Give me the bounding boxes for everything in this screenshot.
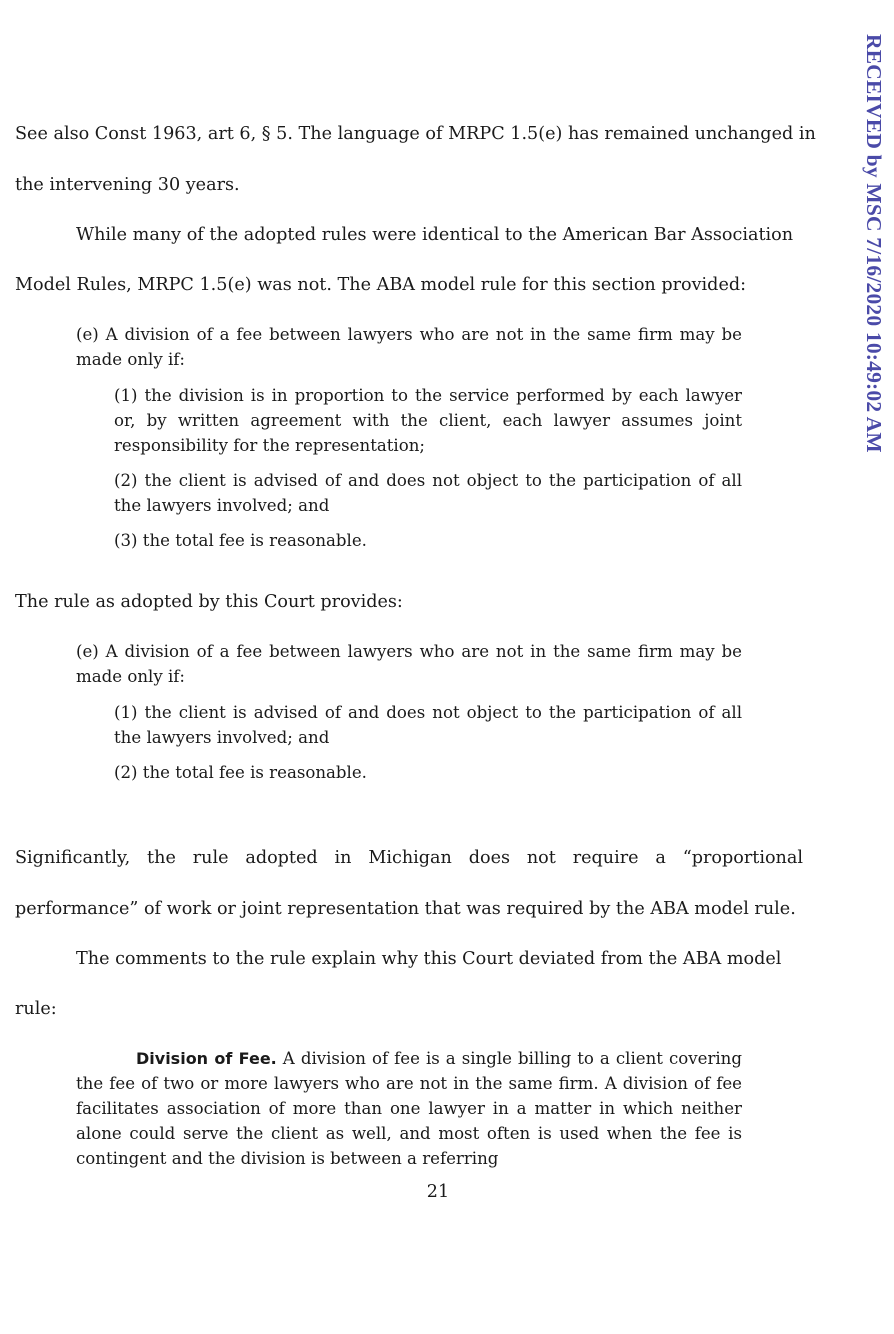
aba-rule-intro: (e) A division of a fee between lawyers who are not in the same firm may be made only if: bbox=[76, 325, 742, 369]
page-number: 21 bbox=[426, 1182, 450, 1202]
aba-rule-item-3: (3) the total fee is reasonable. bbox=[114, 531, 367, 550]
court-rule-item-2: (2) the total fee is reasonable. bbox=[114, 763, 367, 782]
body-line: While many of the adopted rules were identical to the American Bar Association bbox=[76, 225, 794, 245]
aba-rule-item-1: (1) the division is in proportion to the service performed by each lawyer or, by written agreement with the client, each lawyer assumes joint responsibility for the representation; bbox=[114, 386, 742, 455]
body-line: performance” of work or joint representation that was required by the ABA model rule. bbox=[15, 899, 796, 919]
body-line: See also Const 1963, art 6, § 5. The language of MRPC 1.5(e) has remained unchanged in bbox=[15, 124, 816, 144]
court-rule-intro: (e) A division of a fee between lawyers who are not in the same firm may be made only if: bbox=[76, 642, 742, 686]
comment-quote bbox=[76, 1046, 742, 1171]
aba-rule-item-2: (2) the client is advised of and does not object to the participation of all the lawyers involved; and bbox=[114, 471, 742, 515]
body-line: the intervening 30 years. bbox=[15, 175, 240, 195]
court-rule-item-1: (1) the client is advised of and does not object to the participation of all the lawyers involved; and bbox=[114, 703, 742, 747]
body-line: The comments to the rule explain why this Court deviated from the ABA model bbox=[76, 949, 782, 969]
body-line: Model Rules, MRPC 1.5(e) was not. The ABA model rule for this section provided: bbox=[15, 275, 747, 295]
comment-heading: Division of Fee. bbox=[136, 1049, 277, 1068]
body-line: rule: bbox=[15, 999, 57, 1019]
body-line: Significantly, the rule adopted in Michigan does not require a “proportional bbox=[15, 848, 803, 868]
body-line: The rule as adopted by this Court provides: bbox=[15, 592, 403, 612]
received-stamp: RECEIVED by MSC 7/16/2020 10:49:02 AM bbox=[862, 34, 886, 453]
comment-text: A division of fee is a single billing to a client covering the fee of two or more lawyers who are not in the same firm. A division of fee facilitates association of more than one lawyer in a matter in which neither alone could serve the client as well, and most often is used when the fee is contingent and the division is between a referring bbox=[76, 1049, 742, 1168]
